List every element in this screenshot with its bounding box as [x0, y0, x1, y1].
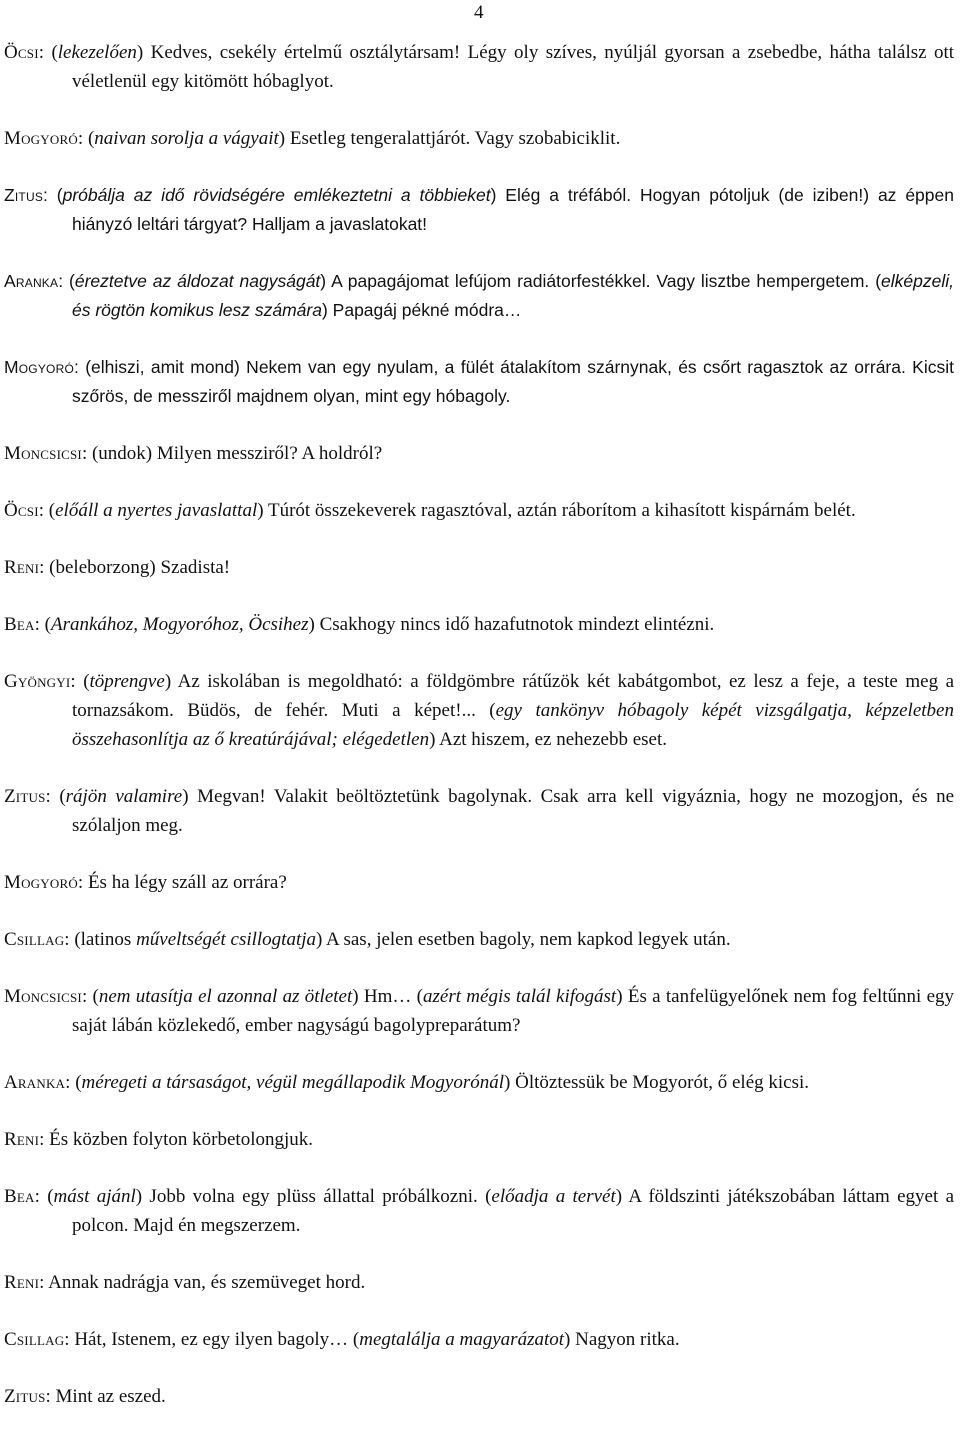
stage-direction: naivan sorolja a vágyait [94, 128, 279, 149]
stage-direction: éreztetve az áldozat nagyságát [74, 271, 321, 291]
dialogue-text: ( [44, 614, 51, 635]
dialogue-text: ) Jobb volna egy plüss állattal próbálkozni. ( [135, 1186, 492, 1207]
dialogue-line: Aranka: (éreztetve az áldozat nagyságát) A papagájomat lefújom radiátorfestékkel. Vagy lisztbe hempergetem. (elképzeli, és rögtön komikus lesz számára) Papagáj pékné módra… [4, 271, 954, 320]
dialogue-text: ) Az iskolában is megoldható: a földgömbre rátűzök két kabátgombot, ez lesz a feje, a teste meg a tornazsákom. Büdös, de fehér. Muti a képet!... ( [72, 671, 955, 721]
dialogue-text: (beleborzong) Szadista! [49, 557, 231, 578]
page-number: 4 [474, 2, 484, 23]
dialogue-text: ( [56, 185, 63, 205]
dialogue-line: Csillag: Hát, Istenem, ez egy ilyen bagoly… (megtalálja a magyarázatot) Nagyon ritka. [4, 1329, 680, 1350]
stage-direction: elképzeli, és rögtön komikus lesz számára [72, 271, 954, 320]
dialogue-text: ) Csakhogy nincs idő hazafutnotok mindezt elintézni. [308, 614, 715, 635]
speaker-name: Reni [4, 1129, 40, 1150]
speaker-name: Mogyoró [4, 128, 78, 149]
dialogue-text: ) A földszinti játékszobában láttam egyet a polcon. Majd én megszerzem. [72, 1186, 955, 1236]
dialogue-line: Mogyoró: (elhiszi, amit mond) Nekem van egy nyulam, a fülét átalakítom szárnynak, és csőrt ragasztok az orrára. Kicsit szőrös, de messziről majdnem olyan, mint egy hóbagoly. [4, 357, 954, 406]
stage-direction: megtalálja a magyarázatot [359, 1329, 565, 1350]
stage-direction: előáll a nyertes javaslattal [55, 500, 258, 521]
dialogue-text: ( [48, 500, 56, 521]
stage-direction: műveltségét csillogtatja [136, 929, 317, 950]
dialogue-text: ( [83, 671, 90, 692]
dialogue-text: ( [51, 42, 58, 63]
dialogue-line: Aranka: (méregeti a társaságot, végül megállapodik Mogyorónál) Öltöztessük be Mogyorót, ő elég kicsi. [4, 1072, 810, 1093]
speaker-name: Csillag [4, 929, 65, 950]
dialogue-text: ) Hm… ( [352, 986, 423, 1007]
dialogue-text: ( [69, 271, 75, 291]
dialogue-text: ) És a tanfelügyelőnek nem fog feltűnni egy saját lábán közlekedő, ember nagyságú bagolypreparátum? [72, 986, 955, 1036]
speaker-name: Öcsi [4, 500, 39, 521]
dialogue-line: Csillag: (latinos műveltségét csillogtatja) A sas, jelen esetben bagoly, nem kapkod legyek után. [4, 929, 731, 950]
dialogue-line: Mogyoró: És ha légy száll az orrára? [4, 872, 287, 893]
speaker-name: Zitus [4, 185, 44, 205]
speaker-name: Moncsicsi [4, 986, 82, 1007]
dialogue-text: ) Túrót összekeverek ragasztóval, aztán ráborítom a kihasított kispárnám belét. [257, 500, 856, 521]
dialogue-text: ( [75, 1072, 82, 1093]
speaker-name: Reni [4, 1272, 40, 1293]
speaker-name: Aranka [4, 1072, 66, 1093]
speaker-name: Aranka [4, 271, 59, 291]
stage-direction: azért mégis talál kifogást [423, 986, 617, 1007]
dialogue-text: ( [92, 986, 99, 1007]
dialogue-text: ) A sas, jelen esetben bagoly, nem kapkod legyek után. [316, 929, 731, 950]
dialogue-text: ) Öltöztessük be Mogyorót, ő elég kicsi. [504, 1072, 810, 1093]
dialogue-line: Zitus: (rájön valamire) Megvan! Valakit beöltöztetünk bagolynak. Csak arra kell vigyáznia, hogy ne mozogjon, és ne szólaljon meg. [4, 786, 954, 836]
dialogue-text: ) Elég a tréfából. Hogyan pótoljuk (de iziben!) az éppen hiányzó leltári tárgyat? Halljam a javaslatokat! [72, 185, 954, 234]
dialogue-text: És ha légy száll az orrára? [87, 872, 287, 893]
dialogue-text: ) Kedves, csekély értelmű osztálytársam! Légy oly szíves, nyúljál gyorsan a zsebedbe, hátha találsz ott véletlenül egy kitömött hóbaglyot. [72, 42, 955, 92]
dialogue-line: Moncsicsi: (undok) Milyen messziről? A holdról? [4, 443, 383, 464]
stage-direction: Arankához, Mogyoróhoz, Öcsihez [50, 614, 309, 635]
stage-direction: töprengve [89, 671, 165, 692]
dialogue-text: ( [47, 1186, 54, 1207]
stage-direction: nem utasítja el azonnal az ötletet [98, 986, 353, 1007]
stage-direction: egy tankönyv hóbagoly képét vizsgálgatja, képzeletben összehasonlítja az ő kreatúrájával; elégedetlen [72, 700, 954, 750]
dialogue-line: Zitus: (próbálja az idő rövidségére emlékeztetni a többieket) Elég a tréfából. Hogyan pótoljuk (de iziben!) az éppen hiányzó leltári tárgyat? Halljam a javaslatokat! [4, 185, 954, 234]
stage-direction: mást ajánl [53, 1186, 136, 1207]
dialogue-line: Bea: (mást ajánl) Jobb volna egy plüss állattal próbálkozni. (előadja a tervét) A földszinti játékszobában láttam egyet a polcon. Majd én megszerzem. [4, 1186, 955, 1236]
dialogue-line: Öcsi: (előáll a nyertes javaslattal) Túrót összekeverek ragasztóval, aztán ráborítom a kihasított kispárnám belét. [4, 500, 856, 521]
dialogue-text: Mint az eszed. [55, 1386, 166, 1407]
dialogue-line: Zitus: Mint az eszed. [4, 1386, 166, 1407]
stage-direction: próbálja az idő rövidségére emlékeztetni a többieket [62, 185, 491, 205]
dialogue-text: Hát, Istenem, ez egy ilyen bagoly… ( [74, 1329, 360, 1350]
dialogue-line: Reni: Annak nadrágja van, és szemüveget hord. [4, 1272, 366, 1293]
dialogue-line: Moncsicsi: (nem utasítja el azonnal az ötletet) Hm… (azért mégis talál kifogást) És a tanfelügyelőnek nem fog feltűnni egy saját lábán közlekedő, ember nagyságú bagolypreparátum? [4, 986, 955, 1036]
play-script [4, 38, 954, 1439]
dialogue-text: (latinos [74, 929, 137, 950]
dialogue-text: ) Esetleg tengeralattjárót. Vagy szobabiciklit. [278, 128, 621, 149]
dialogue-text: ) Nagyon ritka. [564, 1329, 680, 1350]
dialogue-text: És közben folyton körbetolongjuk. [49, 1129, 314, 1150]
dialogue-text: ( [87, 128, 95, 149]
speaker-name: Moncsicsi [4, 443, 82, 464]
speaker-name: Zitus [4, 786, 46, 807]
speaker-name: Gyöngyi [4, 671, 71, 692]
dialogue-text: ) A papagájomat lefújom radiátorfestékkel. Vagy lisztbe hempergetem. ( [320, 271, 882, 291]
speaker-name: Öcsi [4, 42, 39, 63]
dialogue-line: Mogyoró: (naivan sorolja a vágyait) Esetleg tengeralattjárót. Vagy szobabiciklit. [4, 128, 621, 149]
speaker-name: Mogyoró [4, 872, 78, 893]
speaker-name: Csillag [4, 1329, 65, 1350]
stage-direction: rájön valamire [65, 786, 183, 807]
speaker-name: Bea [4, 614, 35, 635]
dialogue-line: Gyöngyi: (töprengve) Az iskolában is megoldható: a földgömbre rátűzök két kabátgombot, ez lesz a feje, a teste meg a tornazsákom. Büdös, de fehér. Muti a képet!... (egy tankönyv hóbagoly képét vizsgálgatja, képzeletben összehasonlítja az ő kreatúrájával; elégedetlen) Azt hiszem, ez nehezebb eset. [4, 671, 955, 750]
dialogue-text: ( [59, 786, 66, 807]
dialogue-text: (undok) Milyen messziről? A holdról? [91, 443, 383, 464]
dialogue-text: ) Papagáj pékné módra… [321, 300, 522, 320]
dialogue-text: ) Megvan! Valakit beöltöztetünk bagolynak. Csak arra kell vigyáznia, hogy ne mozogjon, és ne szólaljon meg. [72, 786, 954, 836]
dialogue-text: Annak nadrágja van, és szemüveget hord. [48, 1272, 366, 1293]
speaker-name: Bea [4, 1186, 35, 1207]
stage-direction: előadja a tervét [491, 1186, 616, 1207]
dialogue-line: Öcsi: (lekezelően) Kedves, csekély értelmű osztálytársam! Légy oly szíves, nyúljál gyorsan a zsebedbe, hátha találsz ott véletlenül egy kitömött hóbaglyot. [4, 42, 955, 92]
dialogue-line: Bea: (Arankához, Mogyoróhoz, Öcsihez) Csakhogy nincs idő hazafutnotok mindezt elintézni. [4, 614, 715, 635]
dialogue-line: Reni: (beleborzong) Szadista! [4, 557, 231, 578]
speaker-name: Reni [4, 557, 40, 578]
dialogue-text: ) Azt hiszem, ez nehezebb eset. [429, 729, 667, 750]
stage-direction: lekezelően [57, 42, 137, 63]
speaker-name: Mogyoró [4, 357, 74, 377]
dialogue-line: Reni: És közben folyton körbetolongjuk. [4, 1129, 314, 1150]
speaker-name: Zitus [4, 1386, 46, 1407]
stage-direction: méregeti a társaságot, végül megállapodik Mogyorónál [81, 1072, 505, 1093]
dialogue-text: (elhiszi, amit mond) Nekem van egy nyulam, a fülét átalakítom szárnynak, és csőrt ragasztok az orrára. Kicsit szőrös, de messziről majdnem olyan, mint egy hóbagoly. [72, 357, 954, 406]
